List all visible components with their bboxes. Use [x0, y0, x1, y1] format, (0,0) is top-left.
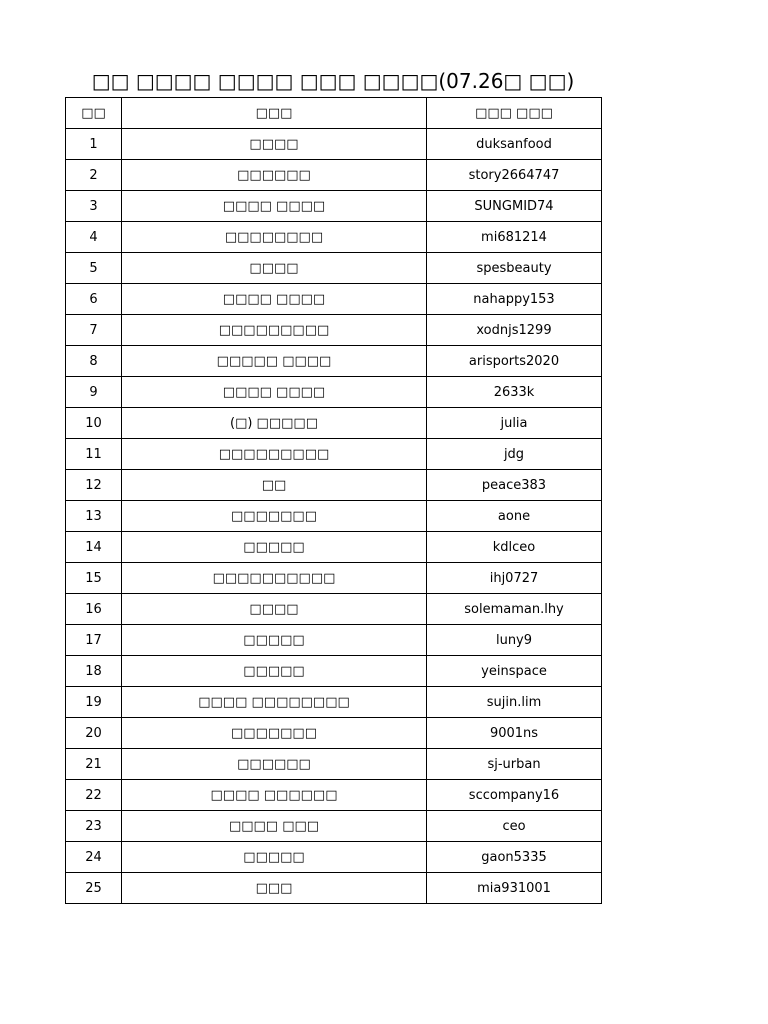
- row-number-cell: 20: [66, 718, 122, 749]
- row-name-cell: □□□□: [122, 594, 427, 625]
- row-name-cell: □□□□□□□□□□: [122, 563, 427, 594]
- table-row: [66, 222, 602, 253]
- row-number-cell: 1: [66, 129, 122, 160]
- row-number-cell: 18: [66, 656, 122, 687]
- row-id-cell: mi681214: [427, 222, 602, 253]
- row-id-cell: ceo: [427, 811, 602, 842]
- row-id-cell: sccompany16: [427, 780, 602, 811]
- roster-body: [66, 129, 602, 904]
- table-row: [66, 780, 602, 811]
- row-name-cell: □□□□: [122, 253, 427, 284]
- roster-table: [65, 97, 602, 904]
- row-number-cell: 17: [66, 625, 122, 656]
- row-id-cell: 9001ns: [427, 718, 602, 749]
- table-row: [66, 687, 602, 718]
- row-id-cell: aone: [427, 501, 602, 532]
- row-id-cell: kdlceo: [427, 532, 602, 563]
- row-id-cell: jdg: [427, 439, 602, 470]
- row-number-cell: 23: [66, 811, 122, 842]
- table-row: [66, 532, 602, 563]
- row-name-cell: □□□□□□□□: [122, 222, 427, 253]
- row-name-cell: (□) □□□□□: [122, 408, 427, 439]
- row-name-cell: □□□□□ □□□□: [122, 346, 427, 377]
- row-number-cell: 4: [66, 222, 122, 253]
- row-name-cell: □□□□□: [122, 656, 427, 687]
- row-number-cell: 22: [66, 780, 122, 811]
- row-number-cell: 12: [66, 470, 122, 501]
- row-name-cell: □□□□□□: [122, 749, 427, 780]
- table-row: [66, 656, 602, 687]
- table-row: [66, 811, 602, 842]
- column-header-id: □□□ □□□: [427, 98, 602, 129]
- row-id-cell: ihj0727: [427, 563, 602, 594]
- row-id-cell: nahappy153: [427, 284, 602, 315]
- row-number-cell: 19: [66, 687, 122, 718]
- row-name-cell: □□□□□□: [122, 160, 427, 191]
- row-number-cell: 8: [66, 346, 122, 377]
- row-number-cell: 3: [66, 191, 122, 222]
- table-row: [66, 284, 602, 315]
- row-id-cell: story2664747: [427, 160, 602, 191]
- table-row: [66, 563, 602, 594]
- row-id-cell: spesbeauty: [427, 253, 602, 284]
- row-id-cell: julia: [427, 408, 602, 439]
- row-name-cell: □□□□ □□□□: [122, 191, 427, 222]
- header-row: [66, 98, 602, 129]
- row-number-cell: 13: [66, 501, 122, 532]
- row-name-cell: □□□□□: [122, 532, 427, 563]
- table-row: [66, 160, 602, 191]
- row-name-cell: □□□□□□□: [122, 718, 427, 749]
- table-row: [66, 625, 602, 656]
- row-name-cell: □□□□ □□□□□□: [122, 780, 427, 811]
- table-row: [66, 253, 602, 284]
- table-row: [66, 439, 602, 470]
- table-row: [66, 718, 602, 749]
- row-number-cell: 9: [66, 377, 122, 408]
- row-id-cell: sj-urban: [427, 749, 602, 780]
- row-number-cell: 7: [66, 315, 122, 346]
- row-id-cell: gaon5335: [427, 842, 602, 873]
- row-name-cell: □□□: [122, 873, 427, 904]
- row-number-cell: 24: [66, 842, 122, 873]
- table-row: [66, 315, 602, 346]
- table-row: [66, 377, 602, 408]
- row-id-cell: peace383: [427, 470, 602, 501]
- row-name-cell: □□□□□□□: [122, 501, 427, 532]
- row-id-cell: mia931001: [427, 873, 602, 904]
- row-name-cell: □□□□ □□□□: [122, 377, 427, 408]
- table-row: [66, 408, 602, 439]
- table-row: [66, 191, 602, 222]
- row-name-cell: □□□□□: [122, 842, 427, 873]
- table-row: [66, 842, 602, 873]
- row-id-cell: solemaman.lhy: [427, 594, 602, 625]
- table-row: [66, 873, 602, 904]
- table-row: [66, 594, 602, 625]
- row-number-cell: 16: [66, 594, 122, 625]
- table-row: [66, 501, 602, 532]
- document-title: □□ □□□□ □□□□ □□□ □□□□(07.26□ □□): [91, 69, 575, 93]
- row-id-cell: SUNGMID74: [427, 191, 602, 222]
- table-row: [66, 470, 602, 501]
- row-number-cell: 11: [66, 439, 122, 470]
- row-number-cell: 2: [66, 160, 122, 191]
- row-id-cell: arisports2020: [427, 346, 602, 377]
- row-id-cell: luny9: [427, 625, 602, 656]
- row-number-cell: 14: [66, 532, 122, 563]
- row-name-cell: □□□□□□□□□: [122, 315, 427, 346]
- table-row: [66, 749, 602, 780]
- row-number-cell: 21: [66, 749, 122, 780]
- row-name-cell: □□□□: [122, 129, 427, 160]
- row-number-cell: 15: [66, 563, 122, 594]
- column-header-name: □□□: [122, 98, 427, 129]
- row-name-cell: □□□□ □□□□: [122, 284, 427, 315]
- row-name-cell: □□□□□□□□□: [122, 439, 427, 470]
- row-id-cell: 2633k: [427, 377, 602, 408]
- table-row: [66, 346, 602, 377]
- row-name-cell: □□□□□: [122, 625, 427, 656]
- row-number-cell: 5: [66, 253, 122, 284]
- row-number-cell: 25: [66, 873, 122, 904]
- row-number-cell: 6: [66, 284, 122, 315]
- row-id-cell: sujin.lim: [427, 687, 602, 718]
- row-number-cell: 10: [66, 408, 122, 439]
- column-header-number: □□: [66, 98, 122, 129]
- table-row: [66, 129, 602, 160]
- row-id-cell: duksanfood: [427, 129, 602, 160]
- row-name-cell: □□: [122, 470, 427, 501]
- row-id-cell: xodnjs1299: [427, 315, 602, 346]
- row-id-cell: yeinspace: [427, 656, 602, 687]
- row-name-cell: □□□□ □□□□□□□□: [122, 687, 427, 718]
- row-name-cell: □□□□ □□□: [122, 811, 427, 842]
